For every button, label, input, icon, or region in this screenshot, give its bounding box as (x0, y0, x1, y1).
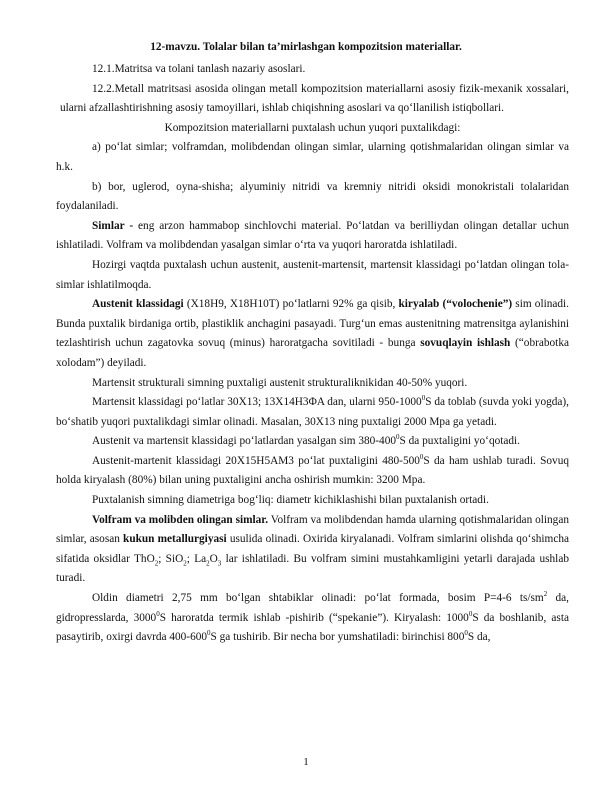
section-heading-12-1: 12.1.Matritsa va tolani tanlash nazariy asoslari. (92, 63, 306, 75)
term-simlar: Simlar - (92, 219, 134, 232)
paragraph-process: Oldin diametri 2,75 mm bo‘lgan shtabiklar olinadi: po‘lat formada, bosim P=4-6 $ts/sm^2$ da, gidropresslarda, 3000$^0$S haroratda termik ishlab -pishirib (“spekanie”). Kiryalash: 1000$^0$S da boshlanib, asta pasaytirib, oxirgi davrda $400-600^0S$ ga tushirib. Bir necha bor yumshatiladi: birinchisi $800^0S$ da, (56, 590, 569, 644)
page-number: 1 (303, 756, 309, 768)
paragraph-austenite-martensite: Austenit-martenit klassidagi 20X15H5AM3 po‘lat puxtaligini $480-500^0S$ da ham ushlab turadi. Sovuq holda kiryalash (80%) bilan uning puxtaligini ancha oshirish mumkin: 3200 Mpa. (56, 453, 569, 487)
paragraph-tungsten-molybdenum: Volfram va molibden olingan simlar. Volfram va molibdendan hamda ularning qotishmalaridan olingan simlar, asosan kukun metallurgiyasi usulida olinadi. Oxirida kiryalanadi. Volfram simlarini olishda qo‘shimcha sifatida oksidlar ThO$_2$; SiO$_2$; $La_2O_3$ lar ishlatiladi. Bu volfram simini mustahkamligini yetarli darajada ushlab turadi. (56, 513, 569, 585)
paragraph-item-b: b) bor, uglerod, oyna-shisha; alyuminiy nitridi va kremniy nitridi oksidi monokristali tolalaridan foydalaniladi. (56, 180, 569, 213)
paragraph-item-a: a) po‘lat simlar; volframdan, molibdendan olingan simlar, ularning qotishmalaridan olingan simlar va h.k. (56, 141, 569, 173)
section-heading-12-2: 12.2.Metall matritsasi asosida olingan metall kompozitsion materiallarni asosiy fizik-mexanik xossalari, ularni afzallashtirishning asosiy tamoyillari, ishlab chiqishning asoslari va qo‘llanilish istiqbollari. (60, 82, 569, 115)
paragraph-steel-classes: Hozirgi vaqtda puxtalash uchun austenit, austenit-martensit, martensit klassidagi po‘latdan olingan tola-simlar ishlatilmoqda. (56, 258, 569, 291)
paragraph-martensite-strength: Martensit strukturali simning puxtaligi austenit strukturaliknikidan 40-50% yuqori. (92, 376, 468, 389)
paragraph-austenite: Austenit klassidagi (X18H9, X18H10T) po‘latlarni 92% ga qisib, kiryalab (“volochenie”) sim olinadi. Bunda puxtalik birdaniga ortib, plastiklik anchagini pasayadi. Turg‘un emas austenitning matrensitga aylanishini tezlashtirish uchun zagatovka sovuq (minus) haroratgacha sovitiladi - bunga sovuqlayin ishlash (“obrabotka xolodam”) deyiladi. (56, 298, 569, 369)
page-title: 12-mavzu. Tolalar bilan ta’mirlashgan kompozitsion materiallar. (150, 41, 462, 53)
paragraph-diameter: Puxtalanish simning diametriga bog‘liq: diametr kichiklashishi bilan puxtalanish ortadi. (92, 494, 489, 507)
document-body (56, 60, 569, 648)
subheading-reinforcement: Kompozitsion materiallarni puxtalash uchun yuqori puxtalikdagi: (164, 121, 461, 134)
paragraph-martensite-class: Martensit klassidagi po‘latlar 30X13; 13X14H3ΦA dan, ularni 950-1000$^0$S da toblab (suvda yoki yogda), bo‘shatib yuqori puxtalikdagi simlar olinadi. Masalan, 30X13 ning puxtaligi 2000 Mpa ga yetadi. (56, 394, 569, 428)
paragraph-wires: Simlar - eng arzon hammabop sinchlovchi material. Po‘latdan va berilliydan olingan detallar uchun ishlatiladi. Volfram va molibdendan yasalgan simlar o‘rta va yuqori haroratda ishlatiladi. (56, 219, 570, 252)
paragraph-strength-loss: Austenit va martensit klassidagi po‘latlardan yasalgan sim $380-400^0S$ da puxtaligini yo‘qotadi. (92, 433, 521, 448)
